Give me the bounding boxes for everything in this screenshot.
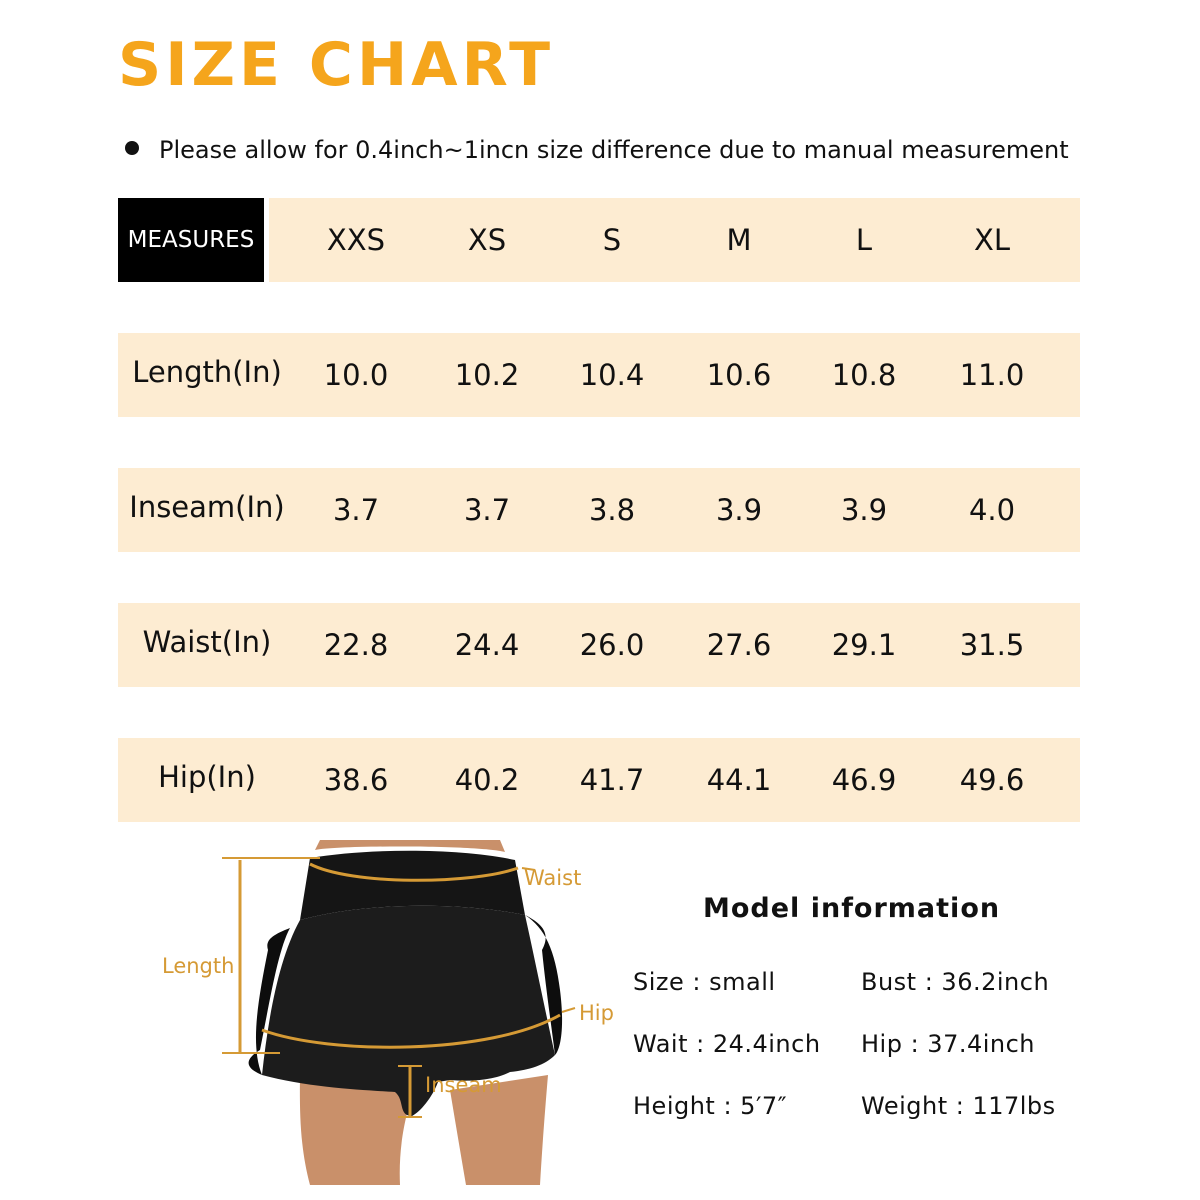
size-header-xl: XL bbox=[973, 223, 1011, 257]
table-cell: 38.6 bbox=[323, 763, 389, 797]
table-cell: 3.8 bbox=[588, 493, 636, 527]
table-cell: 46.9 bbox=[831, 763, 897, 797]
table-cell: 24.4 bbox=[454, 628, 520, 662]
table-cell: 31.5 bbox=[959, 628, 1025, 662]
size-header-s: S bbox=[602, 223, 622, 257]
table-cell: 26.0 bbox=[579, 628, 645, 662]
table-cell: 41.7 bbox=[579, 763, 645, 797]
model-hip: Hip : 37.4inch bbox=[861, 1030, 1036, 1058]
shorts-measurement-figure bbox=[150, 840, 630, 1185]
table-cell: 40.2 bbox=[454, 763, 520, 797]
table-cell: 44.1 bbox=[706, 763, 772, 797]
model-bust: Bust : 36.2inch bbox=[861, 968, 1050, 996]
row-label: Waist(In) bbox=[142, 625, 272, 659]
bullet-icon bbox=[125, 141, 139, 155]
model-size: Size : small bbox=[633, 968, 776, 996]
page-title: SIZE CHART bbox=[118, 30, 555, 100]
model-height: Height : 5′7″ bbox=[633, 1092, 788, 1120]
table-cell: 10.6 bbox=[706, 358, 772, 392]
table-cell: 10.8 bbox=[831, 358, 897, 392]
table-cell: 3.7 bbox=[463, 493, 511, 527]
table-cell: 49.6 bbox=[959, 763, 1025, 797]
table-cell: 10.4 bbox=[579, 358, 645, 392]
model-waist: Wait : 24.4inch bbox=[633, 1030, 821, 1058]
table-cell: 3.9 bbox=[715, 493, 763, 527]
row-label: Inseam(In) bbox=[129, 490, 285, 524]
table-cell: 10.2 bbox=[454, 358, 520, 392]
size-header-m: M bbox=[726, 223, 752, 257]
table-cell: 29.1 bbox=[831, 628, 897, 662]
measures-header: MEASURES bbox=[118, 198, 264, 282]
measurement-note bbox=[125, 136, 1069, 164]
table-row-inseam bbox=[118, 468, 1080, 552]
length-label: Length bbox=[162, 954, 235, 978]
shorts-illustration bbox=[150, 840, 630, 1185]
table-row-waist bbox=[118, 603, 1080, 687]
table-cell: 10.0 bbox=[323, 358, 389, 392]
table-cell: 11.0 bbox=[959, 358, 1025, 392]
table-cell: 4.0 bbox=[968, 493, 1016, 527]
row-label: Length(In) bbox=[132, 355, 282, 389]
table-cell: 3.9 bbox=[840, 493, 888, 527]
note-text: Please allow for 0.4inch~1incn size difference due to manual measurement bbox=[159, 136, 1069, 164]
row-label: Hip(In) bbox=[158, 760, 256, 794]
table-cell: 3.7 bbox=[332, 493, 380, 527]
table-row-length bbox=[118, 333, 1080, 417]
table-header-row bbox=[118, 198, 1080, 282]
waist-label: Waist bbox=[524, 866, 582, 890]
model-info-title: Model information bbox=[703, 893, 1001, 924]
table-row-hip bbox=[118, 738, 1080, 822]
size-header-xxs: XXS bbox=[326, 223, 386, 257]
table-cell: 22.8 bbox=[323, 628, 389, 662]
inseam-label: Inseam bbox=[425, 1073, 502, 1097]
model-weight: Weight : 117lbs bbox=[861, 1092, 1056, 1120]
table-cell: 27.6 bbox=[706, 628, 772, 662]
hip-label: Hip bbox=[579, 1001, 614, 1025]
size-header-xs: XS bbox=[467, 223, 507, 257]
size-header-l: L bbox=[855, 223, 873, 257]
